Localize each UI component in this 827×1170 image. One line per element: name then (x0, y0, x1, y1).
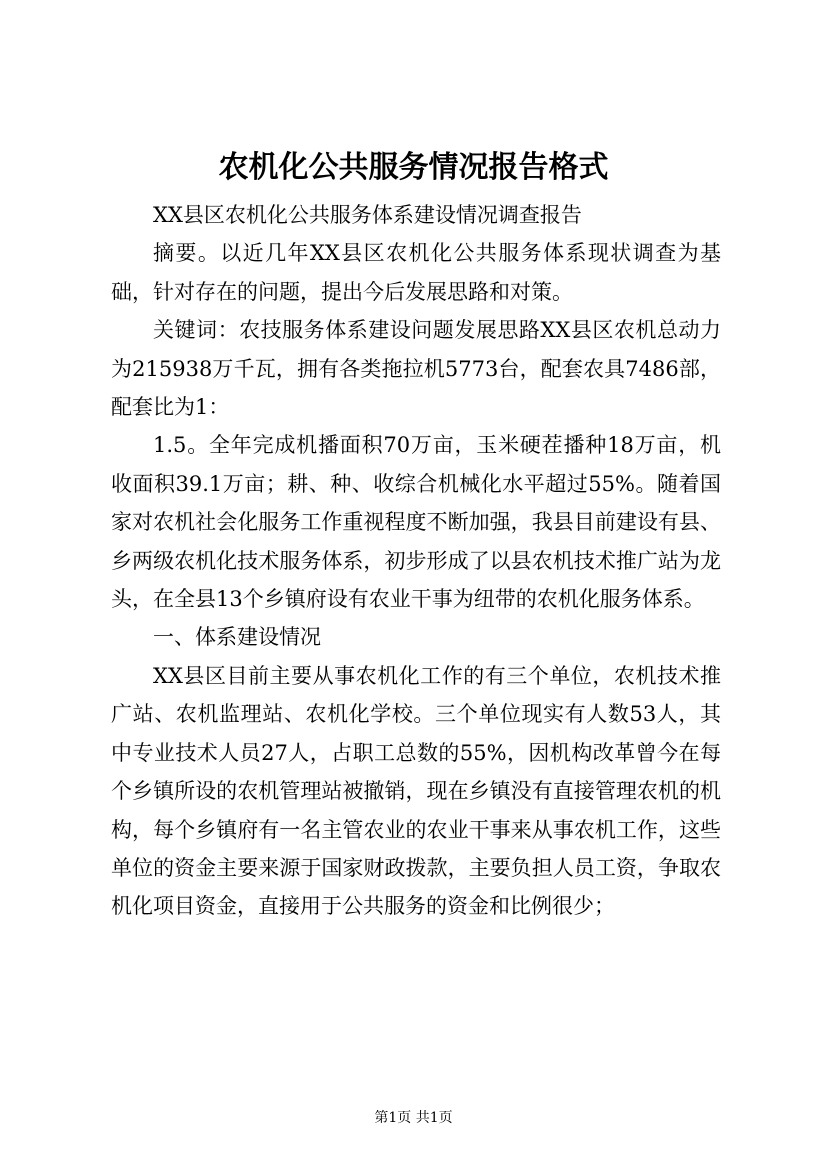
section-heading: 一、体系建设情况 (153, 625, 321, 650)
report-subtitle: XX县区农机化公共服务体系建设情况调查报告 (153, 203, 582, 227)
document-body (111, 196, 721, 926)
document-title: 农机化公共服务情况报告格式 (218, 150, 609, 185)
page-footer: 第1页 共1页 (374, 1110, 453, 1126)
abstract-paragraph: 摘要。以近几年XX县区农机化公共服务体系现状调查为基础，针对存在的问题，提出今后发展思路和对策。 (111, 241, 721, 304)
system-construction-paragraph: XX县区目前主要从事农机化工作的有三个单位，农机技术推广站、农机监理站、农机化学校。三个单位现实有人数53人，其中专业技术人员27人，占职工总数的55%，因机构改革曾今在每个乡镇所设的农机管理站被撤销，现在乡镇没有直接管理农机的机构，每个乡镇府有一名主管农业的农业干事来从事农机工作，这些单位的资金主要来源于国家财政拨款，主要负担人员工资，争取农机化项目资金，直接用于公共服务的资金和比例很少； (111, 663, 721, 919)
statistics-paragraph: 1.5。全年完成机播面积70万亩，玉米硬茬播种18万亩，机收面积39.1万亩；耕、种、收综合机械化水平超过55%。随着国家对农机社会化服务工作重视程度不断加强，我县目前建设有县、乡两级农机化技术服务体系，初步形成了以县农机技术推广站为龙头，在全县13个乡镇府设有农业干事为纽带的农机化服务体系。 (111, 433, 721, 612)
keywords-paragraph: 关键词：农技服务体系建设问题发展思路XX县区农机总动力为215938万千瓦，拥有各类拖拉机5773台，配套农具7486部，配套比为1： (111, 318, 721, 420)
